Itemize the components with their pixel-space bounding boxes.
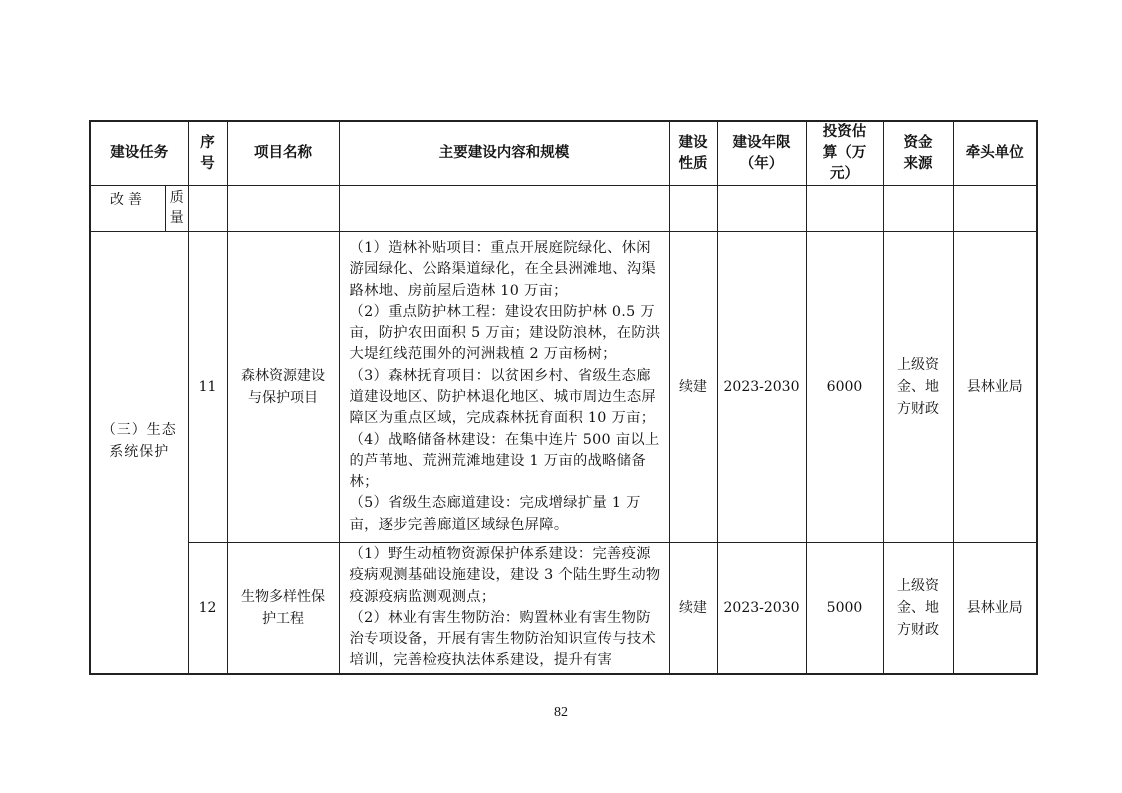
group-label: （三）生态系统保护 xyxy=(101,422,177,461)
table-row xyxy=(90,232,1037,543)
row-name: 生物多样性保护工程 xyxy=(227,543,339,674)
continued-task-part2: 质量 xyxy=(169,190,184,226)
row-investment: 5000 xyxy=(806,543,883,674)
content-item: （5）省级生态廊道建设：完成增绿扩量 1 万亩，逐步完善廊道区域绿色屏障。 xyxy=(349,495,641,533)
row-seq: 12 xyxy=(188,543,227,674)
content-item: （3）森林抚育项目：以贫困乡村、省级生态廊道建设地区、防护林退化地区、城市周边生态屏障区为重点区域，完成森林抚育面积 10 万亩； xyxy=(349,367,657,427)
row-funding: 上级资金、地方财政 xyxy=(883,543,953,674)
header-content: 主要建设内容和规模 xyxy=(339,121,669,186)
content-item: （1）野生动植物资源保护体系建设：完善疫源疫病观测基础设施建设，建设 3 个陆生野生动物疫源疫病监测观测点； xyxy=(349,546,661,605)
continued-task-cell xyxy=(90,186,188,232)
row-name: 森林资源建设与保护项目 xyxy=(227,232,339,543)
page-number: 82 xyxy=(554,705,568,720)
header-funding: 资金来源 xyxy=(883,121,953,186)
header-task: 建设任务 xyxy=(90,121,188,186)
continued-content-cell xyxy=(339,186,669,232)
continued-period-cell xyxy=(717,186,806,232)
continued-name-cell xyxy=(227,186,339,232)
content-item: （2）重点防护林工程：建设农田防护林 0.5 万亩，防护农田面积 5 万亩；建设防浪林，在防洪大堤红线范围外的河洲栽植 2 万亩杨树； xyxy=(349,303,661,363)
header-nature: 建设性质 xyxy=(669,121,717,186)
row-lead: 县林业局 xyxy=(953,543,1037,674)
row-content xyxy=(339,543,669,674)
group-label-cell xyxy=(90,232,188,674)
continued-row xyxy=(90,186,1037,232)
header-investment: 投资估算（万元） xyxy=(806,121,883,186)
continued-funding-cell xyxy=(883,186,953,232)
project-table xyxy=(89,120,1038,675)
row-lead: 县林业局 xyxy=(953,232,1037,543)
continued-nature-cell xyxy=(669,186,717,232)
continued-task-part1: 改善 xyxy=(91,186,166,231)
content-item: （1）造林补贴项目：重点开展庭院绿化、休闲游园绿化、公路渠道绿化，在全县洲滩地、沟渠路林地、房前屋后造林 10 万亩； xyxy=(349,239,657,299)
continued-lead-cell xyxy=(953,186,1037,232)
row-investment: 6000 xyxy=(806,232,883,543)
row-period: 2023-2030 xyxy=(717,232,806,543)
content-item: （4）战略储备林建设：在集中连片 500 亩以上的芦苇地、荒洲荒滩地建设 1 万亩的战略储备林； xyxy=(349,431,660,491)
header-lead: 牵头单位 xyxy=(953,121,1037,186)
header-period: 建设年限（年） xyxy=(717,121,806,186)
content-item: （2）林业有害生物防治：购置林业有害生物防治专项设备，开展有害生物防治知识宣传与技术培训，完善检疫执法体系建设，提升有害 xyxy=(349,609,657,669)
table-row xyxy=(90,543,1037,674)
row-content xyxy=(339,232,669,543)
header-name: 项目名称 xyxy=(227,121,339,186)
header-row xyxy=(90,121,1037,186)
header-seq: 序号 xyxy=(188,121,227,186)
row-funding: 上级资金、地方财政 xyxy=(883,232,953,543)
continued-investment-cell xyxy=(806,186,883,232)
row-period: 2023-2030 xyxy=(717,543,806,674)
row-nature: 续建 xyxy=(669,232,717,543)
continued-seq-cell xyxy=(188,186,227,232)
row-nature: 续建 xyxy=(669,543,717,674)
row-seq: 11 xyxy=(188,232,227,543)
